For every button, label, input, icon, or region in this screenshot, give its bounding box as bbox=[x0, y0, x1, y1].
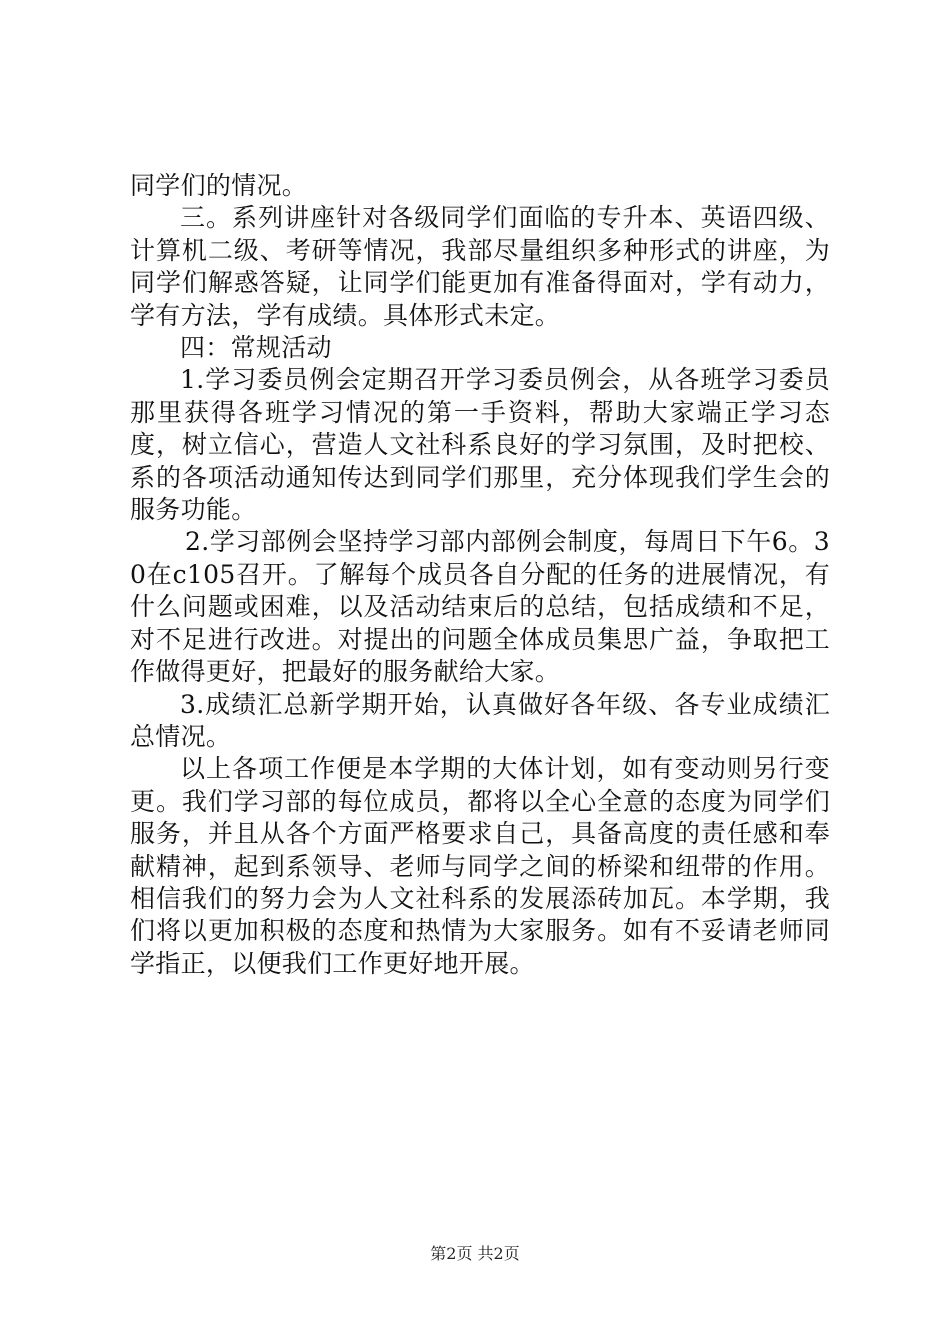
paragraph-grade-summary: 3.成绩汇总新学期开始，认真做好各年级、各专业成绩汇总情况。 bbox=[130, 689, 830, 751]
paragraph-lecture-series: 三。系列讲座针对各级同学们面临的专升本、英语四级、计算机二级、考研等情况，我部尽量组织多种形式的讲座，为同学们解惑答疑，让同学们能更加有准备得面对，学有动力，学有方法，学有成绩。具体形式未定。 bbox=[130, 203, 830, 330]
paragraph-study-committee-meeting: 1.学习委员例会定期召开学习委员例会，从各班学习委员那里获得各班学习情况的第一手资料，帮助大家端正学习态度，树立信心，营造人文社科系良好的学习氛围，及时把校、系的各项活动通知传达到同学们那里，充分体现我们学生会的服务功能。 bbox=[130, 365, 830, 525]
paragraph-continuation: 同学们的情况。 bbox=[130, 171, 308, 200]
document-body bbox=[130, 170, 830, 980]
section-heading-regular-activities: 四：常规活动 bbox=[180, 333, 332, 363]
page-number-footer: 第2页 共2页 bbox=[430, 1244, 520, 1263]
paragraph-department-meeting: 2.学习部例会坚持学习部内部例会制度，每周日下午6。30在c105召开。了解每个成员各自分配的任务的进展情况，有什么问题或困难，以及活动结束后的总结，包括成绩和不足，对不足进行改进。对提出的问题全体成员集思广益，争取把工作做得更好，把最好的服务献给大家。 bbox=[130, 527, 830, 687]
paragraph-conclusion: 以上各项工作便是本学期的大体计划，如有变动则另行变更。我们学习部的每位成员，都将以全心全意的态度为同学们服务，并且从各个方面严格要求自己，具备高度的责任感和奉献精神，起到系领导、老师与同学之间的桥梁和纽带的作用。相信我们的努力会为人文社科系的发展添砖加瓦。本学期，我们将以更加积极的态度和热情为大家服务。如有不妥请老师同学指正，以便我们工作更好地开展。 bbox=[130, 754, 830, 978]
